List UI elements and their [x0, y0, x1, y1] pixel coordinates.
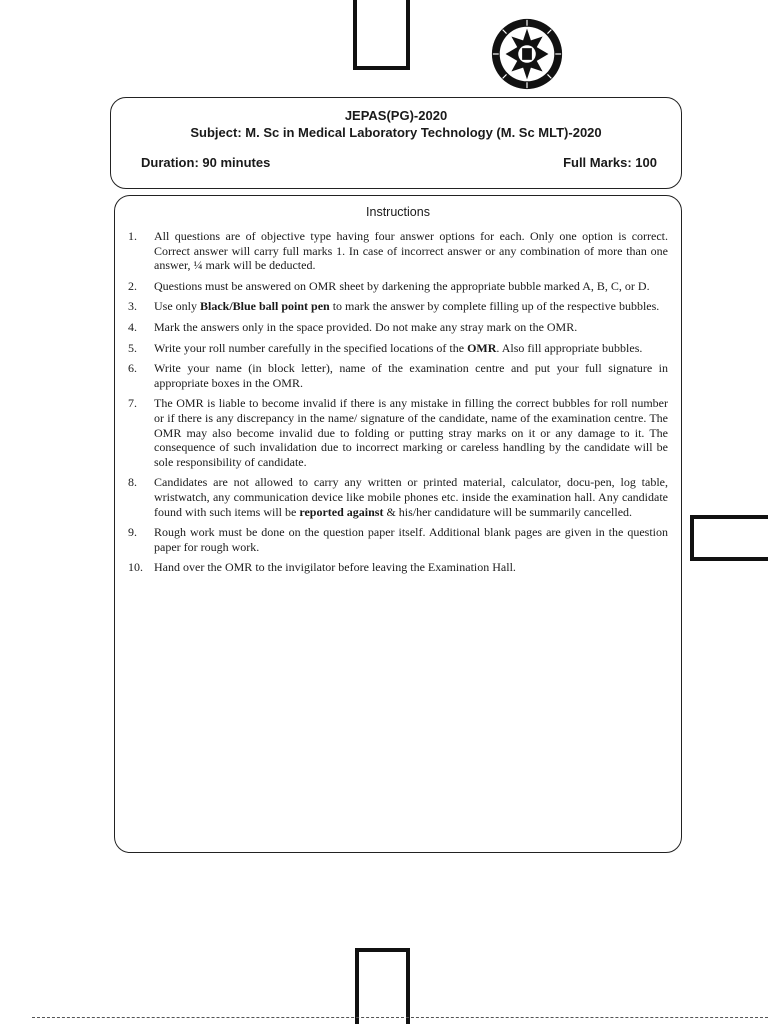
instruction-text: All questions are of objective type having four answer options for each. Only one option is correct. Correct answer will carry full marks 1. In case of incorrect answer or any combination of more than one answer, ¼ mark will be deducted. [154, 229, 668, 273]
instruction-number: 1. [128, 229, 137, 243]
full-marks: Full Marks: 100 [563, 155, 657, 170]
exam-header-box [110, 97, 682, 189]
instruction-number: 6. [128, 361, 137, 376]
instruction-number: 2. [128, 278, 137, 293]
registration-mark-right [690, 515, 768, 561]
page-bottom-rule [32, 1017, 768, 1018]
subject-line [111, 125, 681, 140]
instruction-item [125, 475, 668, 519]
instruction-emphasis: Black/Blue ball point pen [200, 299, 330, 314]
university-seal-logo [488, 15, 566, 93]
instruction-text: Mark the answers only in the space provided. Do not make any stray mark on the OMR. [154, 319, 578, 334]
instruction-text: to mark the answer by complete filling up of the respective bubbles. [329, 299, 660, 314]
instruction-text: Rough work must be done on the question paper itself. Additional blank pages are given in the question paper for rough work. [154, 525, 668, 554]
instruction-emphasis: OMR [467, 340, 497, 355]
registration-mark-bottom [355, 948, 410, 1024]
instruction-text: Use only [154, 299, 200, 314]
exam-code: JEPAS(PG)-2020 [344, 108, 448, 123]
instruction-item [125, 279, 668, 294]
instruction-text: Write your name (in block letter), name of the examination centre and put your full signature in appropriate boxes in the OMR. [154, 361, 668, 390]
subject-label: Subject: [190, 125, 242, 140]
instruction-number: 7. [128, 396, 137, 411]
instruction-item [125, 396, 668, 469]
instruction-text: Questions must be answered on OMR sheet by darkening the appropriate bubble marked A, B, C, or D. [154, 278, 650, 293]
instructions-list [125, 229, 668, 581]
instruction-number: 3. [128, 299, 137, 314]
instruction-text: Write your roll number carefully in the specified locations of the [154, 340, 468, 355]
instruction-number: 10. [128, 560, 143, 575]
instruction-item [125, 525, 668, 554]
subject-value: M. Sc in Medical Laboratory Technology (M. Sc MLT)-2020 [245, 125, 602, 140]
instruction-item [125, 320, 668, 335]
instruction-item [125, 299, 668, 314]
instruction-number: 9. [128, 525, 137, 540]
instruction-item [125, 341, 668, 356]
instructions-title: Instructions [366, 205, 430, 219]
instruction-number: 4. [128, 319, 137, 334]
instruction-text: & his/her candidature will be summarily cancelled. [383, 504, 633, 519]
instruction-item [125, 229, 668, 273]
instruction-emphasis: reported against [299, 504, 384, 519]
instructions-box [114, 195, 682, 853]
instruction-item [125, 361, 668, 390]
instruction-item [125, 560, 668, 575]
instruction-text: Hand over the OMR to the invigilator before leaving the Examination Hall. [154, 560, 516, 575]
registration-mark-top [353, 0, 410, 70]
instruction-text: The OMR is liable to become invalid if there is any mistake in filling the correct bubbles for roll number or if there is any discrepancy in the name/ signature of the candidate, name of the examination centre. The OMR may also become invalid due to folding or putting stray marks on it or any damage to it. The consequence of such invalidation due to incorrect marking or careless handling by the candidate will be sole responsibility of candidate. [154, 396, 668, 469]
duration: Duration: 90 minutes [141, 155, 271, 170]
instruction-number: 5. [128, 340, 137, 355]
instruction-text: Candidates are not allowed to carry any written or printed material, calculator, docu-pen, log table, wristwatch, any communication device like mobile phones etc. inside the examination hall. Any candidate found with such items will be [154, 475, 668, 519]
instruction-number: 8. [128, 475, 137, 490]
instruction-text: . Also fill appropriate bubbles. [496, 340, 643, 355]
